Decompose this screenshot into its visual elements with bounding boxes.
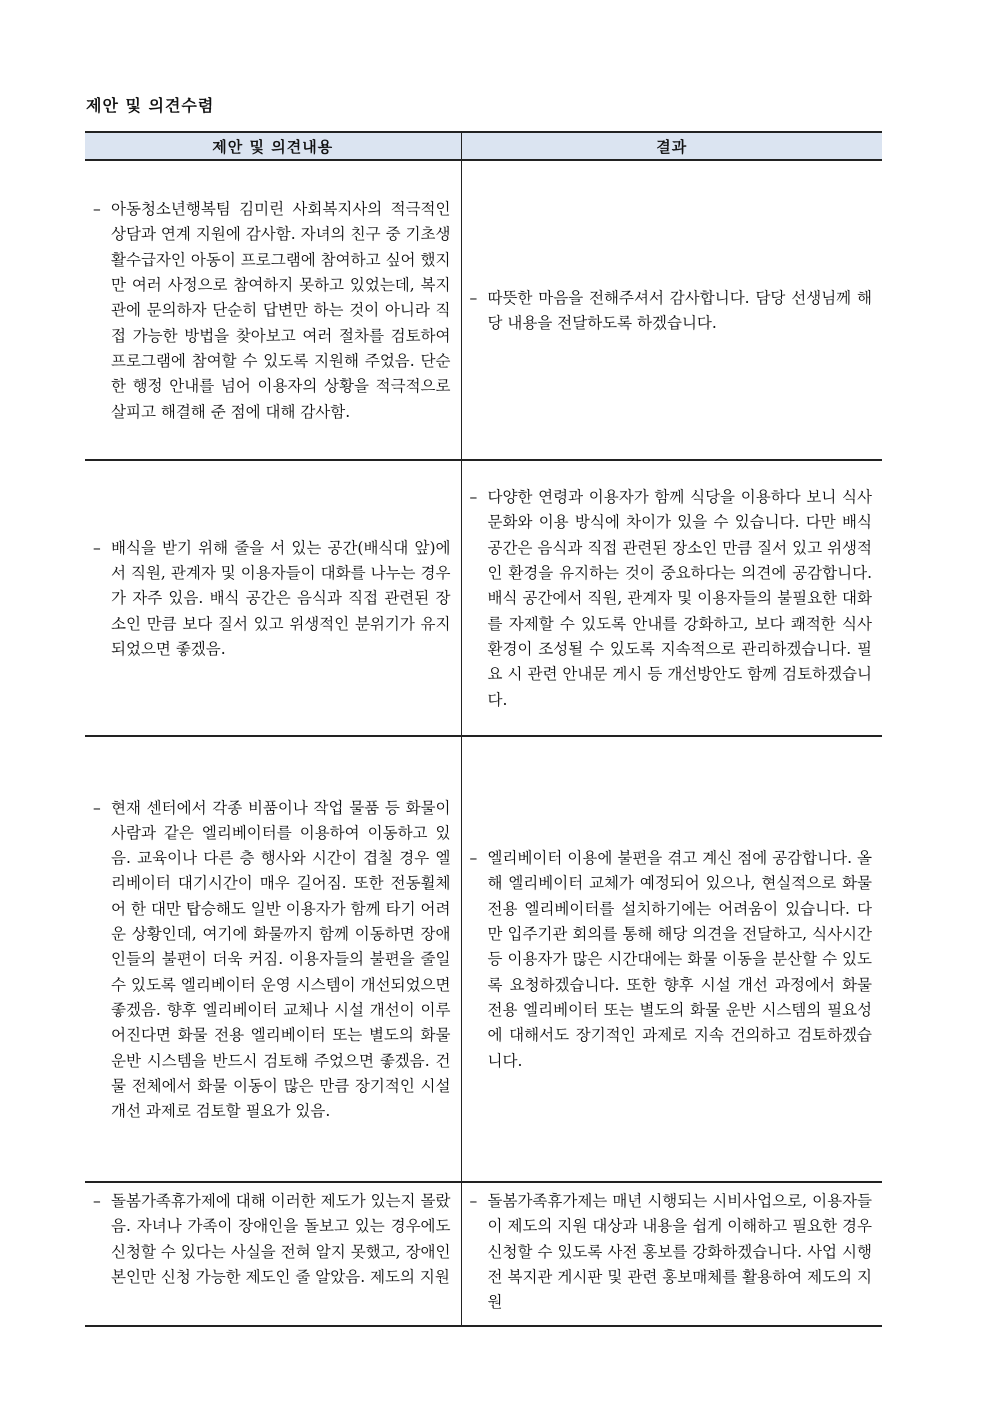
opinion-text: 돌봄가족휴가제에 대해 이러한 제도가 있는지 몰랐음. 자녀나 가족이 장애인을 돌보고 있는 경우에도 신청할 수 있다는 사실을 전혀 알지 못했고, 장애인 본인만 신청 가능한 제도인 줄 알았음. 제도의 지원 [111, 1192, 451, 1286]
table-row [85, 1182, 882, 1326]
bullet-dash: – [93, 798, 101, 817]
result-cell [461, 460, 882, 736]
bullet-dash: – [469, 1192, 478, 1210]
header-result: 결과 [461, 132, 882, 160]
result-text: 엘리베이터 이용에 불편을 겪고 계신 점에 공감합니다. 올해 엘리베이터 교체가 예정되어 있으나, 현실적으로 화물 전용 엘리베이터를 설치하기에는 어려움이 있습니다. 다만 입주기관 회의를 통해 해당 의견을 전달하고, 식사시간 등 이용자가 많은 시간대에는 화물 이동을 분산할 수 있도록 요청하겠습니다. 또한 향후 시설 개선 과정에서 화물 전용 엘리베이터 또는 별도의 화물 운반 시스템의 필요성에 대해서도 장기적인 과제로 지속 건의하고 검토하겠습니다. [487, 849, 872, 1070]
opinion-table [85, 131, 882, 1327]
bullet-dash: – [469, 288, 478, 307]
opinion-text: 배식을 받기 위해 줄을 서 있는 공간(배식대 앞)에서 직원, 관계자 및 이용자들이 대화를 나누는 경우가 자주 있음. 배식 공간은 음식과 직접 관련된 장소인 만큼 보다 질서 있고 위생적인 분위기가 유지되었으면 좋겠음. [111, 538, 451, 658]
table-row [85, 160, 882, 460]
bullet-dash: – [93, 1192, 101, 1210]
opinion-cell [85, 736, 461, 1182]
bullet-dash: – [469, 488, 478, 507]
table-row [85, 460, 882, 736]
result-cell [461, 1182, 882, 1326]
opinion-cell [85, 160, 461, 460]
result-cell [461, 736, 882, 1182]
result-text: 따뜻한 마음을 전해주셔서 감사합니다. 담당 선생님께 해당 내용을 전달하도록 하겠습니다. [487, 288, 872, 332]
opinion-text: 아동청소년행복팀 김미린 사회복지사의 적극적인 상담과 연계 지원에 감사함. 자녀의 친구 중 기초생활수급자인 아동이 프로그램에 참여하고 싶어 했지만 여러 사정으로 참여하지 못하고 있었는데, 복지관에 문의하자 단순히 답변만 하는 것이 아니라 직접 가능한 방법을 찾아보고 여러 절차를 검토하여 프로그램에 참여할 수 있도록 지원해 주었음. 단순한 행정 안내를 넘어 이용자의 상황을 적극적으로 살피고 해결해 준 점에 대해 감사함. [111, 200, 451, 421]
bullet-dash: – [93, 200, 101, 219]
table-row [85, 736, 882, 1182]
opinion-cell [85, 460, 461, 736]
result-cell [461, 160, 882, 460]
result-text: 돌봄가족휴가제는 매년 시행되는 시비사업으로, 이용자들이 제도의 지원 대상과 내용을 쉽게 이해하고 필요한 경우 신청할 수 있도록 사전 홍보를 강화하겠습니다. 사업 시행 전 복지관 게시판 및 관련 홍보매체를 활용하여 제도의 지원 [487, 1192, 872, 1312]
header-opinion: 제안 및 의견내용 [85, 132, 461, 160]
opinion-text: 현재 센터에서 각종 비품이나 작업 물품 등 화물이 사람과 같은 엘리베이터를 이용하여 이동하고 있음. 교육이나 다른 층 행사와 시간이 겹칠 경우 엘리베이터 대기시간이 매우 길어짐. 또한 전동휠체어 한 대만 탑승해도 일반 이용자가 함께 타기 어려운 상황인데, 여기에 화물까지 함께 이동하면 장애인들의 불편이 더욱 커짐. 이용자들의 불편을 줄일 수 있도록 엘리베이터 운영 시스템이 개선되었으면 좋겠음. 향후 엘리베이터 교체나 시설 개선이 이루어진다면 화물 전용 엘리베이터 또는 별도의 화물 운반 시스템을 반드시 검토해 주었으면 좋겠음. 건물 전체에서 화물 이동이 많은 만큼 장기적인 시설 개선 과제로 검토할 필요가 있음. [111, 798, 451, 1121]
opinion-cell [85, 1182, 461, 1326]
result-text: 다양한 연령과 이용자가 함께 식당을 이용하다 보니 식사 문화와 이용 방식에 차이가 있을 수 있습니다. 다만 배식 공간은 음식과 직접 관련된 장소인 만큼 질서 있고 위생적인 환경을 유지하는 것이 중요하다는 의견에 공감합니다. 배식 공간에서 직원, 관계자 및 이용자들의 불필요한 대화를 자제할 수 있도록 안내를 강화하고, 보다 쾌적한 식사 환경이 조성될 수 있도록 지속적으로 관리하겠습니다. 필요 시 관련 안내문 게시 등 개선방안도 함께 검토하겠습니다. [487, 488, 872, 709]
bullet-dash: – [469, 849, 478, 868]
section-title: 제안 및 의견수렴 [86, 96, 215, 115]
bullet-dash: – [93, 538, 101, 557]
table-header-row [85, 132, 882, 160]
